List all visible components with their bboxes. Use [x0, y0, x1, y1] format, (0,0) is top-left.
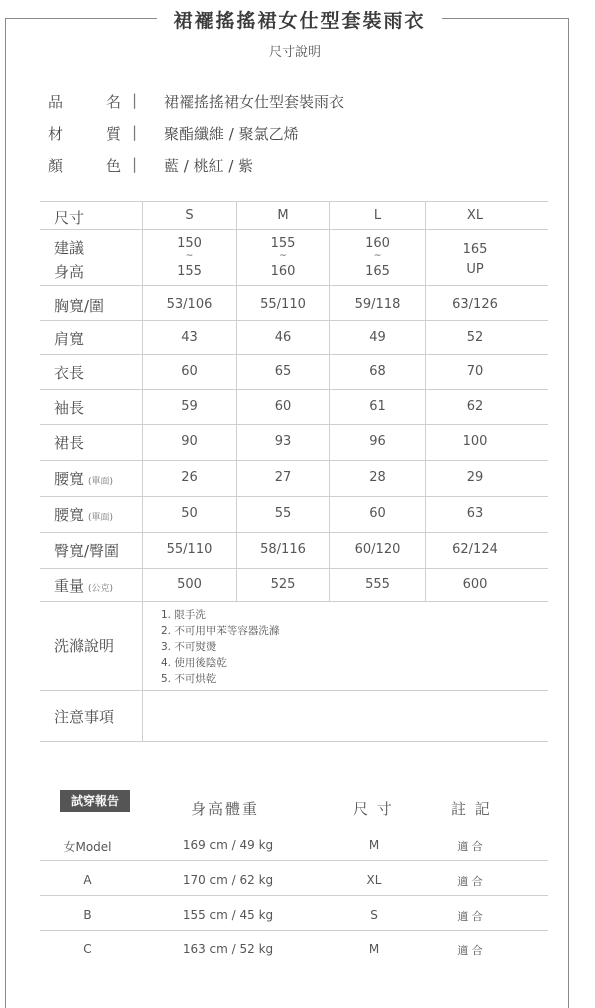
height-label: 建議: [54, 239, 85, 257]
table-divider: [40, 496, 548, 497]
measure-cell: 55: [274, 506, 292, 521]
height-cell: 165: [462, 242, 488, 257]
report-note: 適 合: [457, 875, 483, 888]
height-cell: 160: [270, 264, 296, 279]
info-key: 顏: [48, 157, 64, 175]
height-cell: UP: [466, 262, 484, 277]
report-note: 適 合: [457, 840, 483, 853]
measure-label: [54, 432, 84, 453]
measure-cell: 60: [369, 506, 386, 521]
measure-cell: 61: [369, 399, 386, 414]
height-cell: 150: [177, 236, 202, 251]
measure-cell: 59: [181, 399, 198, 414]
measure-label-text: 腰寬: [54, 470, 85, 488]
measure-cell: 29: [466, 470, 484, 485]
height-cell: ~: [279, 251, 287, 261]
measure-cell: 63/126: [452, 297, 498, 312]
table-divider: [40, 285, 548, 286]
table-divider: [40, 354, 548, 355]
care-item: 1. 限手洗: [161, 609, 206, 621]
height-label: 身高: [54, 263, 85, 281]
measure-label-text: 肩寬: [54, 330, 85, 348]
measure-unit-note: (公克): [88, 584, 114, 594]
measure-label: [54, 397, 84, 418]
report-height-weight: 169 cm / 49 kg: [182, 838, 274, 852]
report-height-weight: 170 cm / 62 kg: [182, 873, 274, 887]
measure-label-text: 腰寬: [54, 506, 85, 524]
report-note: 適 合: [457, 944, 483, 957]
measure-cell: 90: [181, 434, 198, 449]
measure-cell: 93: [274, 434, 292, 449]
size-header: L: [373, 208, 382, 223]
measure-cell: 60: [274, 399, 292, 414]
measure-label: [54, 295, 104, 316]
table-divider: [40, 460, 548, 461]
height-cell: ~: [185, 251, 194, 261]
report-height-weight: 163 cm / 52 kg: [182, 942, 274, 956]
measure-cell: 46: [274, 330, 292, 345]
measure-label-text: 裙長: [54, 434, 85, 452]
report-name: B: [83, 908, 92, 922]
report-size: M: [368, 838, 380, 852]
measure-cell: 70: [466, 364, 484, 379]
table-divider: [40, 424, 548, 425]
measure-label: [54, 362, 84, 383]
measure-cell: 59/118: [354, 297, 401, 312]
measure-label: [54, 540, 119, 561]
measure-cell: 60/120: [354, 542, 401, 557]
measure-cell: 60: [181, 364, 198, 379]
measure-label-text: 胸寬/圍: [54, 297, 105, 315]
measure-unit-note: (單面): [88, 513, 114, 523]
report-height-weight: 155 cm / 45 kg: [182, 908, 274, 922]
page-subtitle: 尺寸說明: [268, 45, 321, 60]
info-separator: |: [132, 155, 138, 173]
info-value: 裙襬搖搖裙女仕型套裝雨衣: [164, 93, 345, 111]
measure-label-text: 袖長: [54, 399, 85, 417]
measure-cell: 100: [462, 434, 488, 449]
report-divider: [40, 930, 548, 931]
height-cell: 165: [365, 264, 390, 279]
report-header-note: 註 記: [451, 800, 492, 818]
height-cell: ~: [373, 251, 382, 261]
measure-cell: 49: [369, 330, 386, 345]
measure-label-text: 衣長: [54, 364, 85, 382]
info-separator: |: [132, 123, 138, 141]
table-divider: [40, 741, 548, 742]
measure-cell: 62: [466, 399, 484, 414]
info-key: 品: [48, 93, 64, 111]
table-divider: [40, 568, 548, 569]
table-divider: [40, 690, 548, 691]
measure-cell: 63: [466, 506, 484, 521]
measure-cell: 58/116: [260, 542, 306, 557]
table-divider: [40, 320, 548, 321]
care-item: 5. 不可烘乾: [161, 673, 217, 685]
table-divider: [40, 389, 548, 390]
size-header: XL: [466, 208, 484, 223]
measure-cell: 96: [369, 434, 386, 449]
report-name: 女Model: [63, 840, 112, 854]
report-size: XL: [366, 873, 382, 887]
measure-label-text: 臀寬/臀圍: [54, 542, 120, 560]
report-note: 適 合: [457, 910, 483, 923]
measure-label: [54, 468, 113, 489]
measure-cell: 50: [181, 506, 198, 521]
measure-cell: 62/124: [452, 542, 498, 557]
measure-cell: 555: [365, 577, 390, 592]
height-cell: 155: [177, 264, 202, 279]
table-divider: [40, 532, 548, 533]
measure-cell: 27: [274, 470, 292, 485]
report-size: S: [370, 908, 378, 922]
measure-cell: 53/106: [166, 297, 213, 312]
measure-cell: 65: [274, 364, 292, 379]
measure-cell: 52: [466, 330, 484, 345]
size-header: M: [277, 208, 289, 223]
care-item: 4. 使用後陰乾: [161, 657, 227, 669]
size-header: S: [185, 208, 194, 223]
height-cell: 155: [270, 236, 296, 251]
measure-cell: 28: [369, 470, 386, 485]
measure-cell: 26: [181, 470, 198, 485]
notes-label: 注意事項: [54, 708, 115, 726]
report-size: M: [368, 942, 380, 956]
measure-label: [54, 575, 113, 596]
table-divider: [40, 229, 548, 230]
measure-cell: 43: [181, 330, 198, 345]
measure-label: [54, 504, 113, 525]
table-divider: [40, 201, 548, 202]
report-badge: 試穿報告: [60, 790, 130, 812]
measure-cell: 55/110: [166, 542, 213, 557]
measure-label: [54, 328, 84, 349]
info-value: 藍 / 桃紅 / 紫: [164, 157, 254, 175]
measure-cell: 55/110: [260, 297, 306, 312]
measure-cell: 600: [462, 577, 488, 592]
report-name: C: [83, 942, 92, 956]
report-divider: [40, 895, 548, 896]
care-label: 洗滌說明: [54, 637, 115, 655]
size-header-label: 尺寸: [54, 209, 85, 227]
page-title: 裙襬搖搖裙女仕型套裝雨衣: [157, 6, 441, 33]
care-item: 2. 不可用甲苯等容器洗滌: [161, 625, 280, 637]
report-name: A: [83, 873, 92, 887]
info-value: 聚酯纖維 / 聚氯乙烯: [164, 125, 299, 143]
measure-label-text: 重量: [54, 577, 85, 595]
title-bar: [0, 6, 595, 33]
report-header-height-weight: 身高體重: [191, 800, 260, 818]
care-item: 3. 不可熨燙: [161, 641, 217, 653]
measure-cell: 68: [369, 364, 386, 379]
info-separator: |: [132, 91, 138, 109]
info-key: 材: [48, 125, 64, 143]
report-divider: [40, 860, 548, 861]
measure-cell: 525: [270, 577, 296, 592]
measure-unit-note: (單面): [88, 477, 114, 487]
height-cell: 160: [365, 236, 390, 251]
care-instructions: [161, 607, 279, 687]
table-divider: [40, 601, 548, 602]
info-key: 色: [106, 157, 122, 175]
info-key: 質: [106, 125, 122, 143]
measure-cell: 500: [177, 577, 202, 592]
report-header-size: 尺 寸: [353, 800, 394, 818]
info-key: 名: [106, 93, 122, 111]
